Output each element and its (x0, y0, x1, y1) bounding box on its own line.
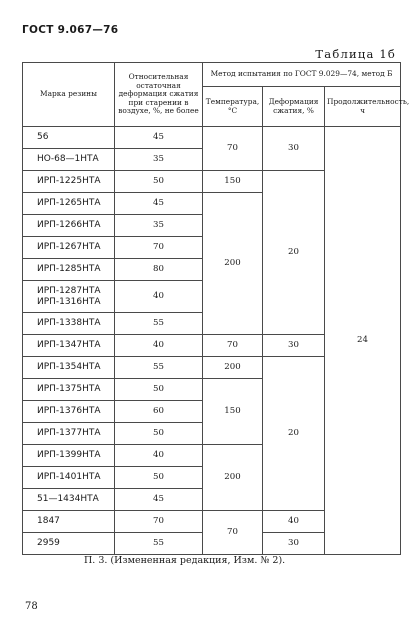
compression-cell: 20 (263, 357, 325, 511)
grade-cell: 1847 (23, 511, 115, 533)
temperature-cell: 150 (203, 171, 263, 193)
grade-cell: ИРП-1354НТА (23, 357, 115, 379)
deformation-cell: 80 (115, 259, 203, 281)
grade-cell: ИРП-1347НТА (23, 335, 115, 357)
grade-cell: ИРП-1265НТА (23, 193, 115, 215)
compression-cell: 40 (263, 511, 325, 533)
deformation-cell: 40 (115, 335, 203, 357)
document-code: ГОСТ 9.067—76 (22, 24, 119, 36)
deformation-cell: 70 (115, 511, 203, 533)
compression-cell: 20 (263, 171, 325, 335)
grade-cell: 2959 (23, 533, 115, 555)
temperature-cell: 70 (203, 335, 263, 357)
deformation-cell: 50 (115, 467, 203, 489)
grade-cell: ИРП-1375НТА (23, 379, 115, 401)
page-number: 78 (25, 601, 38, 612)
grade-cell: ИРП-1399НТА (23, 445, 115, 467)
amendment-note: П. 3. (Измененная редакция, Изм. № 2). (84, 555, 286, 566)
header-method: Метод испытания по ГОСТ 9.029—74, метод Б (203, 63, 401, 87)
grade-cell: ИРП-1401НТА (23, 467, 115, 489)
deformation-cell: 45 (115, 489, 203, 511)
rubber-grades-table (22, 62, 410, 555)
deformation-cell: 55 (115, 313, 203, 335)
temperature-cell: 200 (203, 445, 263, 511)
temperature-cell: 70 (203, 511, 263, 555)
header-deformation: Относительная остаточная деформация сжатия при старении в воздухе, %, не более (115, 63, 203, 127)
deformation-cell: 60 (115, 401, 203, 423)
temperature-cell: 200 (203, 357, 263, 379)
grade-cell: ИРП-1285НТА (23, 259, 115, 281)
deformation-cell: 35 (115, 149, 203, 171)
grade-cell: ИРП-1287НТА ИРП-1316НТА (23, 281, 115, 313)
grade-cell: 56 (23, 127, 115, 149)
compression-cell: 30 (263, 533, 325, 555)
grade-cell: ИРП-1266НТА (23, 215, 115, 237)
deformation-cell: 50 (115, 171, 203, 193)
header-compression: Деформация сжатия, % (263, 87, 325, 127)
compression-cell: 30 (263, 335, 325, 357)
grade-cell: 51—1434НТА (23, 489, 115, 511)
table-label: Таблица 1б (315, 47, 396, 61)
header-grade: Марка резины (23, 63, 115, 127)
deformation-cell: 35 (115, 215, 203, 237)
grade-cell: ИРП-1225НТА (23, 171, 115, 193)
grade-cell: ИРП-1267НТА (23, 237, 115, 259)
deformation-cell: 45 (115, 127, 203, 149)
deformation-cell: 70 (115, 237, 203, 259)
grade-cell: НО-68—1НТА (23, 149, 115, 171)
deformation-cell: 55 (115, 533, 203, 555)
grade-cell: ИРП-1376НТА (23, 401, 115, 423)
compression-cell: 30 (263, 127, 325, 171)
temperature-cell: 200 (203, 193, 263, 335)
deformation-cell: 50 (115, 379, 203, 401)
temperature-cell: 70 (203, 127, 263, 171)
header-duration: Продолжительность, ч (325, 87, 401, 127)
grade-cell: ИРП-1377НТА (23, 423, 115, 445)
grade-cell: ИРП-1338НТА (23, 313, 115, 335)
deformation-cell: 40 (115, 445, 203, 467)
duration-cell: 24 (325, 127, 401, 555)
deformation-cell: 40 (115, 281, 203, 313)
header-temperature: Температура, °С (203, 87, 263, 127)
temperature-cell: 150 (203, 379, 263, 445)
deformation-cell: 50 (115, 423, 203, 445)
deformation-cell: 45 (115, 193, 203, 215)
deformation-cell: 55 (115, 357, 203, 379)
